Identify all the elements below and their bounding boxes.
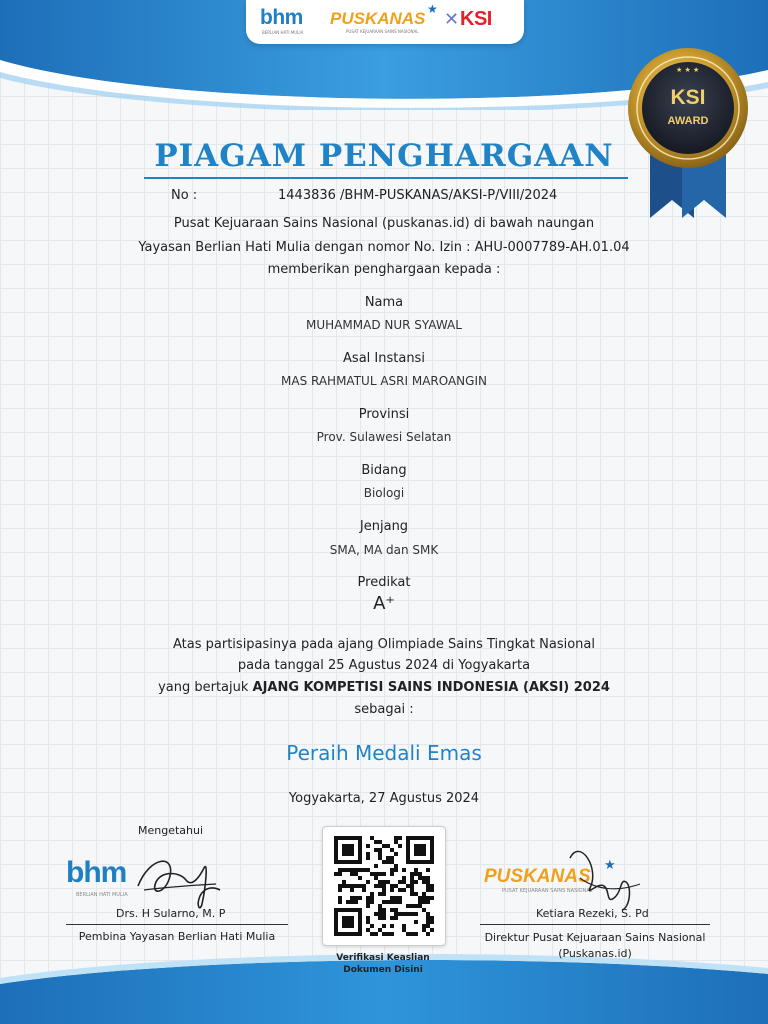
bhm-logo: bhm (260, 6, 303, 29)
signatory-right-name: Ketiara Rezeki, S. Pd (536, 907, 649, 920)
puskanas-logo-footer: PUSKANAS (484, 866, 591, 887)
statement-line-2: pada tanggal 25 Agustus 2024 di Yogyakarta (237, 658, 531, 673)
field-value-level: SMA, MA dan SMK (329, 543, 439, 557)
field-value-subject: Biologi (363, 486, 405, 500)
signature-right-rule (480, 924, 710, 925)
statement-line-4: sebagai : (354, 702, 414, 717)
puskanas-logo-footer-subtext: PUSAT KEJUARAAN SAINS NASIONAL (502, 888, 593, 894)
field-value-name: MUHAMMAD NUR SYAWAL (306, 318, 462, 332)
ksi-award-badge (620, 40, 756, 220)
intro-line-2: Yayasan Berlian Hati Mulia dengan nomor No. Izin : AHU-0007789-AH.01.04 (138, 240, 630, 255)
place-date: Yogyakarta, 27 Agustus 2024 (288, 791, 480, 806)
field-value-province: Prov. Sulawesi Selatan (316, 430, 452, 444)
bhm-logo-subtext: BERLIAN HATI MULIA (262, 30, 304, 35)
statement-line-3-prefix: yang bertajuk (158, 680, 253, 695)
ksi-mark-icon: ✕ (444, 9, 460, 30)
field-label-grade: Predikat (357, 575, 411, 590)
intro-line-3: memberikan penghargaan kepada : (267, 262, 501, 277)
field-label-institution: Asal Instansi (343, 351, 425, 366)
signatory-left-name: Drs. H Sularno, M. P (116, 907, 226, 920)
statement-line-1: Atas partisipasinya pada ajang Olimpiade Sains Tingkat Nasional (173, 637, 595, 652)
signature-right-image (560, 838, 650, 918)
signatory-right-title-line-2: (Puskanas.id) (558, 947, 632, 960)
field-label-province: Provinsi (358, 407, 410, 422)
event-name: AJANG KOMPETISI SAINS INDONESIA (AKSI) 2024 (252, 680, 610, 695)
bhm-logo-footer: bhm (66, 856, 127, 889)
ksi-logo: KSI (460, 8, 492, 30)
certificate-number-value: 1443836 /BHM-PUSKANAS/AKSI-P/VIII/2024 (278, 188, 558, 203)
signature-left-image (120, 846, 230, 916)
field-label-subject: Bidang (361, 463, 407, 478)
intro-line-1: Pusat Kejuaraan Sains Nasional (puskanas.id) di bawah naungan (173, 216, 595, 231)
verification-qr-code[interactable] (322, 826, 446, 946)
qr-caption-line-2: Dokumen Disini (343, 965, 423, 975)
qr-caption (322, 952, 444, 976)
award-title: Peraih Medali Emas (286, 741, 482, 765)
signatory-left-title: Pembina Yayasan Berlian Hati Mulia (78, 930, 276, 943)
title-underline (144, 177, 628, 179)
field-value-grade: A⁺ (373, 593, 395, 614)
star-icon: ★ (427, 2, 438, 16)
signatory-right-title (470, 930, 720, 962)
qr-caption-line-1: Verifikasi Keaslian (336, 953, 430, 963)
signature-left-rule (66, 924, 288, 925)
bhm-logo-footer-subtext: BERLIAN HATI MULIA (76, 892, 128, 898)
puskanas-logo: PUSKANAS (330, 9, 426, 28)
field-label-level: Jenjang (359, 519, 409, 534)
statement-line-3 (0, 680, 768, 695)
field-label-name: Nama (364, 295, 404, 310)
certificate-number-label: No : (171, 188, 198, 203)
header-logos (246, 0, 524, 44)
badge-ksi-text: KSI (670, 86, 706, 109)
star-icon: ★ (604, 858, 616, 873)
acknowledged-label: Mengetahui (138, 824, 204, 837)
puskanas-logo-subtext: PUSAT KEJUARAAN SAINS NASIONAL (346, 29, 419, 34)
signatory-right-title-line-1: Direktur Pusat Kejuaraan Sains Nasional (484, 931, 706, 944)
svg-text:★ ★ ★: ★ ★ ★ (676, 66, 700, 74)
qr-code-image (334, 836, 434, 936)
certificate-title: PIAGAM PENGHARGAAN (154, 138, 614, 174)
badge-award-text: AWARD (667, 115, 709, 127)
field-value-institution: MAS RAHMATUL ASRI MAROANGIN (281, 374, 487, 388)
